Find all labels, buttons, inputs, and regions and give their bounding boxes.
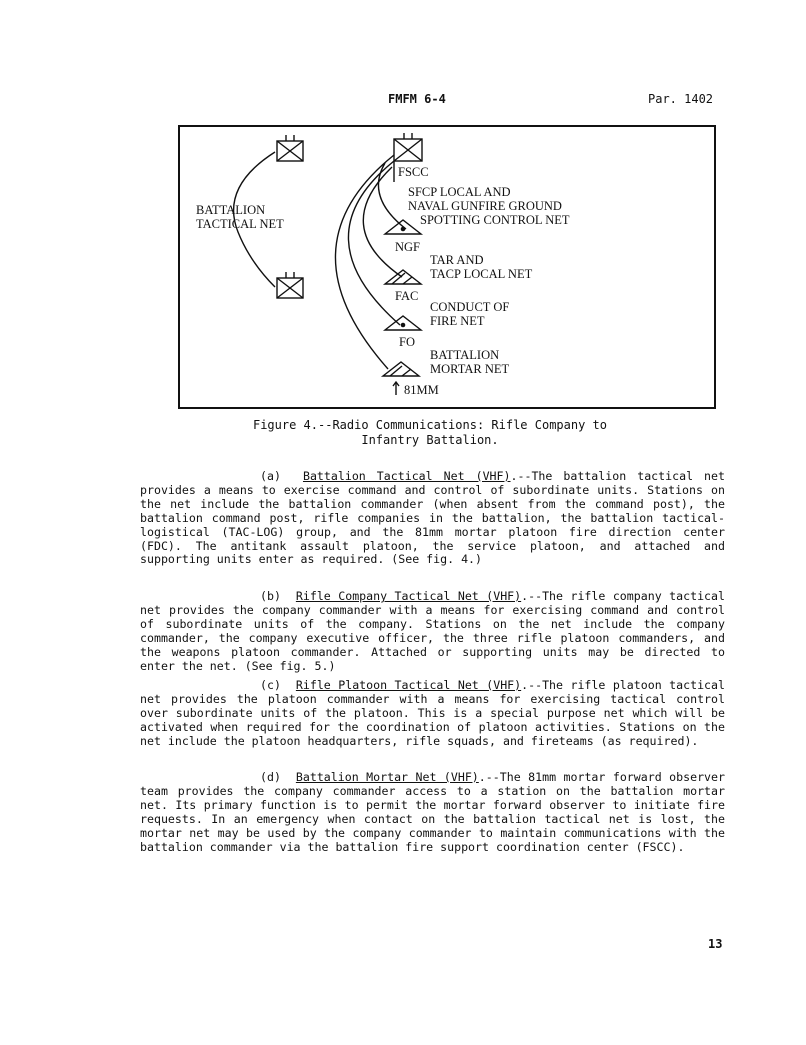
figure-4-diagram: [178, 125, 716, 409]
battalion-net-label-1: BATTALION: [196, 203, 266, 217]
paragraph-b-marker: (b): [260, 589, 281, 603]
paragraph-c-marker: (c): [260, 678, 281, 692]
paragraph-a-title: Battalion Tactical Net (VHF): [302, 469, 511, 483]
paragraph-a-body: .--The battalion tactical net provides a means to exercise command and control of subordinate units. Stations on the net include the battalion commander (when absent from the command post), the battalion command post, rifle companies in the battalion, the battalion tactical-logistical (TAC-LOG) group, and the 81mm mortar platoon fire direction center (FDC). The antitank assault platoon, the service platoon, and attached and supporting units enter as required. (See fig. 4.): [140, 469, 725, 567]
paragraph-b-body: .--The rifle company tactical net provides the company commander with a means for exercising command and control of subordinate units of the company. Stations on the net include the company commander, the company executive officer, the three rifle platoon commanders, and the weapons platoon commander. Attached or supporting units may be directed to enter the net. (See fig. 5.): [140, 589, 725, 673]
fo-label: FO: [399, 335, 415, 349]
tar-label-1: TAR AND: [430, 253, 484, 267]
paragraph-c-title: Rifle Platoon Tactical Net (VHF): [295, 678, 522, 692]
paragraph-d-body: .--The 81mm mortar forward observer team provides the company commander access to a station on the battalion mortar net. Its primary function is to permit the mortar forward observer to initiate fire requests. In an emergency when contact on the battalion tactical net is lost, the mortar net may be used by the company commander to maintain communications with the battalion commander via the battalion fire support coordination center (FSCC).: [140, 770, 726, 854]
sfcp-label-2: NAVAL GUNFIRE GROUND: [408, 199, 562, 213]
paragraph-b-title: Rifle Company Tactical Net (VHF): [295, 589, 522, 603]
caption-line-1: Figure 4.--Radio Communications: Rifle Company to: [252, 418, 607, 432]
fscc-label: FSCC: [398, 165, 429, 179]
battalion-net-label-2: TACTICAL NET: [196, 217, 284, 231]
mortar-label-1: BATTALION: [430, 348, 500, 362]
figure-caption: [120, 418, 740, 448]
fac-label: FAC: [395, 289, 419, 303]
mortar-label-2: MORTAR NET: [430, 362, 510, 376]
cof-label-2: FIRE NET: [430, 314, 485, 328]
battalion-unit-icon-bottom: [277, 272, 303, 298]
battalion-unit-icon-top: [277, 135, 303, 161]
paragraph-d-title: Battalion Mortar Net (VHF): [295, 770, 479, 784]
mm81-label: 81MM: [404, 383, 439, 397]
paragraph-b: [140, 590, 725, 673]
fac-station-icon: [385, 270, 421, 284]
tar-label-2: TACP LOCAL NET: [430, 267, 533, 281]
header-doc-id: FMFM 6-4: [388, 92, 446, 106]
paragraph-c-body: .--The rifle platoon tactical net provides the platoon commander with a means for exercising tactical control over subordinate units of the platoon. This is a special purpose net which will be activated when required for the coordination of platoon activities. Stations on the net include the platoon headquarters, rifle squads, and fireteams (as required).: [140, 678, 725, 748]
page-number: 13: [708, 937, 723, 951]
paragraph-a-marker: (a): [260, 469, 281, 483]
sfcp-label-3: SPOTTING CONTROL NET: [420, 213, 570, 227]
sfcp-label-1: SFCP LOCAL AND: [408, 185, 511, 199]
fac-net-arc: [363, 167, 402, 277]
paragraph-d-marker: (d): [260, 770, 281, 784]
header-paragraph: Par. 1402: [648, 92, 714, 106]
paragraph-d: [140, 771, 725, 854]
mortar-net-arc: [335, 155, 394, 369]
fo-net-arc: [348, 161, 400, 325]
ngf-label: NGF: [395, 240, 421, 254]
paragraph-a: [140, 470, 725, 567]
cof-label-1: CONDUCT OF: [430, 300, 510, 314]
paragraph-c: [140, 679, 725, 749]
caption-line-2: Infantry Battalion.: [361, 433, 499, 447]
